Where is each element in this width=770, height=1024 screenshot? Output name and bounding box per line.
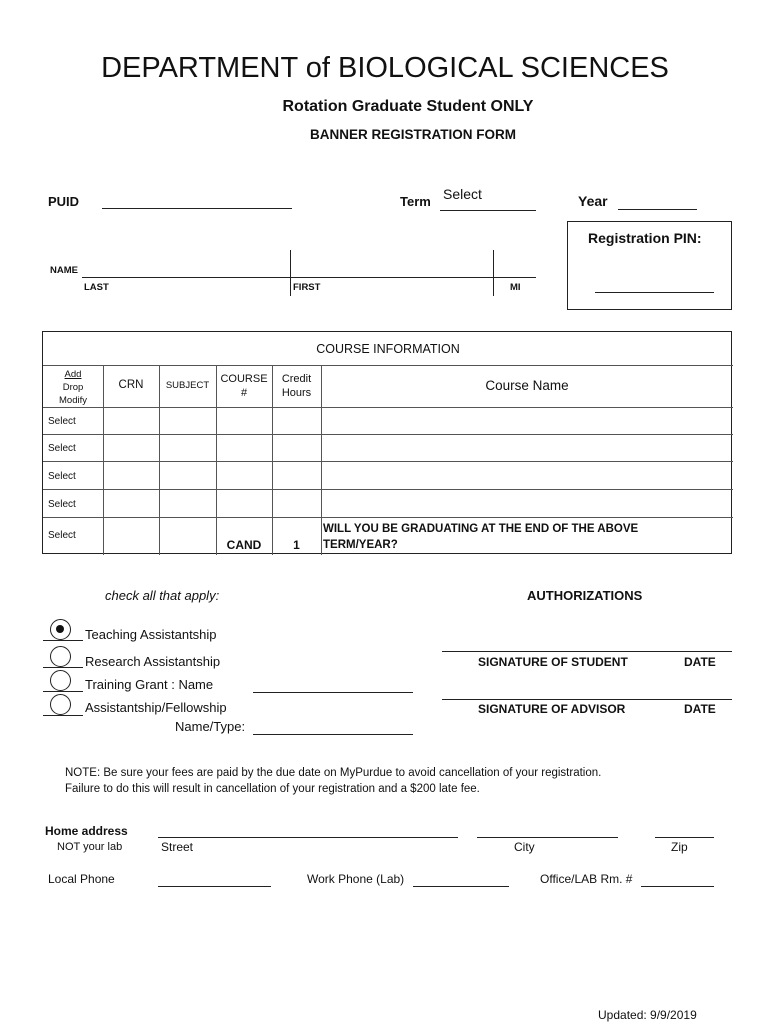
research-assistantship-label: Research Assistantship [85, 654, 221, 669]
last-label: LAST [84, 282, 109, 293]
street-field[interactable] [158, 837, 458, 838]
puid-label: PUID [48, 194, 80, 209]
puid-field[interactable] [102, 208, 292, 209]
note-line-1: NOTE: Be sure your fees are paid by the due date on MyPurdue to avoid cancellation of your registration. [65, 767, 602, 779]
zip-label: Zip [671, 840, 688, 854]
name-type-field[interactable] [253, 734, 413, 735]
course-name-header: Course Name [485, 378, 569, 393]
office-room-label: Office/LAB Rm. # [540, 872, 633, 886]
name-label: NAME [50, 265, 78, 276]
form-subtitle: Rotation Graduate Student ONLY [282, 98, 534, 115]
course-table-title: COURSE INFORMATION [316, 342, 460, 356]
year-label: Year [578, 193, 608, 209]
teaching-assistantship-radio[interactable] [50, 619, 71, 640]
note-line-2: Failure to do this will result in cancellation of your registration and a $200 late fee. [65, 783, 480, 795]
option-underline [43, 691, 83, 692]
training-grant-label: Training Grant : Name [85, 677, 214, 692]
registration-pin-box [567, 221, 732, 310]
term-select[interactable]: Select [443, 186, 482, 202]
row-action-select[interactable]: Select [48, 443, 76, 454]
option-underline [43, 715, 83, 716]
option-underline [43, 640, 83, 641]
row-action-select[interactable]: Select [48, 530, 76, 541]
check-all-heading: check all that apply: [105, 588, 220, 603]
row-line [43, 407, 733, 408]
advisor-date-label: DATE [684, 702, 716, 716]
registration-pin-field[interactable] [595, 292, 714, 293]
work-phone-label: Work Phone (Lab) [307, 872, 405, 886]
term-label: Term [400, 194, 431, 209]
advisor-signature-label: SIGNATURE OF ADVISOR [478, 702, 626, 716]
col-line [159, 365, 160, 555]
work-phone-field[interactable] [413, 886, 509, 887]
option-underline [43, 667, 83, 668]
local-phone-label: Local Phone [48, 872, 115, 886]
city-field[interactable] [477, 837, 618, 838]
teaching-assistantship-label: Teaching Assistantship [85, 627, 217, 642]
course-number-header: COURSE # [220, 373, 268, 399]
row-action-select[interactable]: Select [48, 471, 76, 482]
first-label: FIRST [293, 282, 321, 293]
student-signature-field[interactable] [442, 651, 732, 652]
year-field[interactable] [618, 209, 697, 210]
not-your-lab-note: NOT your lab [57, 841, 123, 853]
row-line [43, 517, 733, 518]
research-assistantship-radio[interactable] [50, 646, 71, 667]
student-date-label: DATE [684, 655, 716, 669]
mi-label: MI [510, 282, 521, 293]
term-underline [440, 210, 536, 211]
fellowship-label: Assistantship/Fellowship [85, 700, 227, 715]
crn-header: CRN [118, 379, 144, 391]
course-information-table [42, 331, 732, 554]
updated-date: Updated: 9/9/2019 [598, 1008, 697, 1022]
name-type-label: Name/Type: [175, 719, 246, 734]
local-phone-field[interactable] [158, 886, 271, 887]
city-label: City [514, 840, 535, 854]
name-divider [493, 250, 494, 296]
street-label: Street [161, 840, 194, 854]
row-action-select[interactable]: Select [48, 416, 76, 427]
form-title: BANNER REGISTRATION FORM [310, 127, 516, 142]
registration-pin-label: Registration PIN: [588, 230, 702, 246]
student-signature-label: SIGNATURE OF STUDENT [478, 655, 628, 669]
col-line [321, 365, 322, 555]
row-line [43, 434, 733, 435]
graduating-question: WILL YOU BE GRADUATING AT THE END OF THE ABOVE TERM/YEAR? [323, 523, 639, 551]
credit-hours-value: 1 [293, 538, 300, 552]
home-address-label: Home address [45, 824, 128, 838]
training-grant-name-field[interactable] [253, 692, 413, 693]
name-field[interactable] [82, 277, 536, 278]
row-action-select[interactable]: Select [48, 499, 76, 510]
subject-header: SUBJECT [165, 380, 210, 391]
fellowship-radio[interactable] [50, 694, 71, 715]
advisor-signature-field[interactable] [442, 699, 732, 700]
row-line [43, 489, 733, 490]
action-header: Add Drop Modify [59, 369, 87, 406]
training-grant-radio[interactable] [50, 670, 71, 691]
name-divider [290, 250, 291, 296]
credit-hours-header: Credit Hours [281, 373, 312, 399]
department-title: DEPARTMENT of BIOLOGICAL SCIENCES [101, 52, 669, 84]
authorizations-heading: AUTHORIZATIONS [527, 588, 643, 603]
row-line [43, 461, 733, 462]
zip-field[interactable] [655, 837, 714, 838]
course-number-cand: CAND [226, 538, 262, 552]
col-line [103, 365, 104, 555]
office-room-field[interactable] [641, 886, 714, 887]
row-line [43, 365, 733, 366]
